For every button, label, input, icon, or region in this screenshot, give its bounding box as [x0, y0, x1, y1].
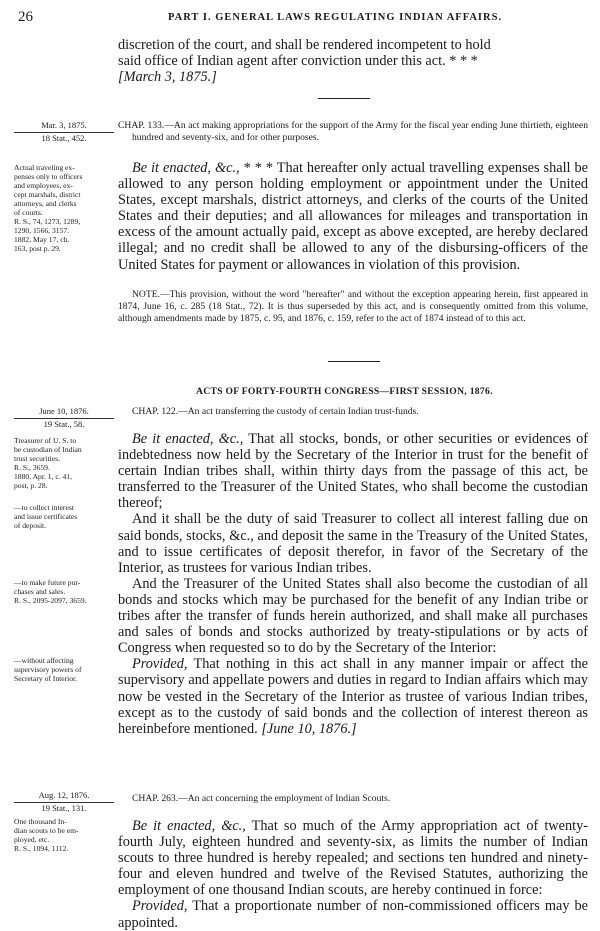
margin-note-line: of courts.	[14, 208, 43, 217]
divider-rule	[318, 98, 370, 99]
chapter-text-133	[118, 160, 588, 273]
margin-note-line: —without affecting	[14, 656, 74, 665]
margin-note-travel	[14, 163, 114, 253]
margin-note-interest	[14, 503, 114, 530]
margin-block-chap122	[14, 406, 114, 430]
enacting-paragraph: Be it enacted, &c., * * * That hereafter only actual travelling expenses shall be allowed to any person holding employment or appointment under the United States, except marshals, district attorneys, and clerks of the courts of the United States and their deputies; and all allowances for mileages and transportation in excess of the amount actually paid, except as above excepted, are hereby declared illegal; and no credit shall be allowed to any of the disbursing-officers of the United States for payment or allowances in violation of this provision.	[118, 160, 588, 273]
paragraph-1: Be it enacted, &c., That so much of the Army appropriation act of twenty-fourth July, eighteen hundred and seventy-six, as limits the number of Indian scouts to three hundred is hereby repealed; and sections ten hundred and ninety-four and eleven hundred and twelve of the Revised Statutes, authorizing the employment of one thousand Indian scouts, are hereby continued in force:	[118, 818, 588, 899]
continuation-text	[118, 37, 588, 85]
chapter-title-122	[118, 406, 588, 418]
page-number: 26	[18, 9, 33, 25]
chapter-heading: CHAP. 133.—An act making appropriations for the support of the Army for the fiscal year ending June thirtieth, eighteen hundred and seventy-six, and for other purposes.	[118, 120, 588, 143]
margin-statute: 19 Stat., 58.	[14, 418, 114, 430]
note-text: NOTE.—This provision, without the word "hereafter" and without the exception appearing herein, first appeared in 1874, June 16, c. 285 (18 Stat., 72). It is thus superseded by this act, and is consequently omitted from this volume, although amendments made by 1875, c. 95, and 1876, c. 159, refer to the act of 1874 instead of to this act.	[118, 289, 588, 324]
margin-note-line: Treasurer of U. S. to	[14, 436, 77, 445]
margin-note-line: and employees, ex-	[14, 181, 73, 190]
margin-note-line: be custodian of Indian	[14, 445, 82, 454]
margin-block-chap263	[14, 790, 114, 814]
continuation-line-2: said office of Indian agent after conviction under this act. * * *	[118, 53, 478, 70]
margin-statute: 19 Stat., 131.	[14, 802, 114, 814]
chapter-title-263	[118, 793, 588, 805]
chapter-heading: CHAP. 122.—An act transferring the custody of certain Indian trust-funds.	[132, 406, 419, 417]
margin-note-line: of deposit.	[14, 521, 47, 530]
margin-note-line: post, p. 28.	[14, 481, 48, 490]
margin-note-line: One thousand In-	[14, 817, 67, 826]
act-date: [March 3, 1875.]	[118, 69, 217, 86]
margin-note-custodian	[14, 436, 114, 490]
running-title: PART I. GENERAL LAWS REGULATING INDIAN AFFAIRS.	[168, 12, 503, 23]
margin-note-line: ployed, etc.	[14, 835, 50, 844]
margin-note-purchases	[14, 578, 114, 605]
margin-note-supervisory	[14, 656, 114, 683]
paragraph-3: And the Treasurer of the United States shall also become the custodian of all bonds and stocks which may be purchased for the benefit of any Indian tribe or tribes after the transfer of funds herein authorized, and shall make all purchases and sales of bonds and stocks authorized by treaty-stipulations or by acts of Congress when requested so to do by the Secretary of the Interior:	[118, 575, 588, 657]
margin-statute: 18 Stat., 452.	[14, 132, 114, 144]
running-header	[18, 9, 586, 29]
margin-note-line: chases and sales.	[14, 587, 66, 596]
margin-note-line: 1290, 1566, 3157.	[14, 226, 70, 235]
editorial-note	[118, 289, 588, 324]
margin-note-line: R. S., 74, 1273, 1289,	[14, 217, 81, 226]
margin-note-line: —to collect interest	[14, 503, 74, 512]
chapter-heading: CHAP. 263.—An act concerning the employment of Indian Scouts.	[132, 793, 391, 804]
margin-note-line: R. S., 1094, 1112.	[14, 844, 69, 853]
margin-note-line: trust securities.	[14, 454, 60, 463]
margin-date: Mar. 3, 1875.	[41, 120, 87, 130]
margin-note-line: Actual traveling ex-	[14, 163, 75, 172]
chapter-text-122	[118, 431, 588, 737]
margin-note-line: penses only to officers	[14, 172, 83, 181]
paragraph-2: And it shall be the duty of said Treasurer to collect all interest falling due on said bonds, stocks, &c., and deposit the same in the Treasury of the United States, and to issue certificates of deposit therefor, in favor of the Secretary of the Interior, as trustees for various Indian tribes.	[118, 511, 588, 576]
margin-note-line: supervisory powers of	[14, 665, 82, 674]
paragraph-2: Provided, That a proportionate number of non-commissioned officers may be appointed.	[118, 898, 588, 931]
margin-date: June 10, 1876.	[39, 406, 89, 416]
margin-note-line: Secretary of Interior.	[14, 674, 78, 683]
margin-note-line: 1882, May 17, ch.	[14, 235, 70, 244]
section-heading: ACTS OF FORTY-FOURTH CONGRESS—FIRST SESSION, 1876.	[196, 386, 493, 397]
margin-note-line: dian scouts to be em-	[14, 826, 79, 835]
margin-date: Aug. 12, 1876.	[38, 790, 90, 800]
margin-note-line: —to make future pur-	[14, 578, 81, 587]
margin-note-line: attorneys, and clerks	[14, 199, 77, 208]
continuation-line-1: discretion of the court, and shall be rendered incompetent to hold	[118, 37, 491, 53]
margin-note-scouts	[14, 817, 114, 853]
chapter-text-263	[118, 818, 588, 931]
margin-note-line: and issue certificates	[14, 512, 78, 521]
margin-note-line: 1880, Apr. 1, c. 41,	[14, 472, 73, 481]
paragraph-1: Be it enacted, &c., That all stocks, bonds, or other securities or evidences of indebtedness now held by the Secretary of the Interior in trust for the benefit of certain Indian tribes shall, within thirty days from the passage of this act, be transferred to the Treasurer of the United States, who shall become the custodian thereof;	[118, 431, 588, 512]
margin-block-chap133	[14, 120, 114, 144]
divider-rule	[328, 361, 380, 362]
margin-note-line: R. S., 3659.	[14, 463, 50, 472]
paragraph-4: Provided, That nothing in this act shall in any manner impair or affect the supervisory and appellate powers and duties in regard to Indian affairs which may now be vested in the Secretary of the Interior as trustee of various Indian tribes, except as to the custody of said bonds and the collection of interest thereon as hereinbefore mentioned. [June 10, 1876.]	[118, 656, 588, 737]
margin-note-line: 163, post p. 29.	[14, 244, 61, 253]
chapter-title-133	[118, 120, 588, 144]
margin-note-line: R. S., 2095-2097, 3659.	[14, 596, 87, 605]
margin-note-line: cept marshals, district	[14, 190, 81, 199]
